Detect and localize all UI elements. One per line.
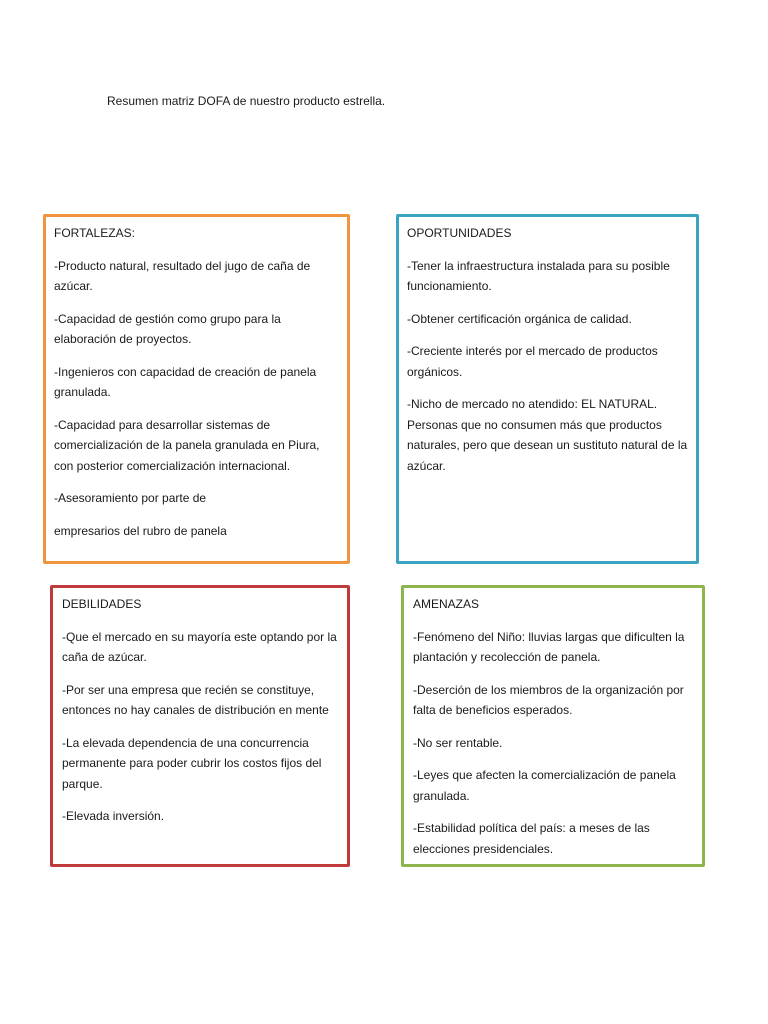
document-title: Resumen matriz DOFA de nuestro producto estrella. bbox=[107, 94, 386, 108]
fortalezas-item: -Producto natural, resultado del jugo de caña de azúcar. bbox=[54, 258, 311, 293]
fortalezas-box bbox=[43, 214, 350, 564]
debilidades-item: -Elevada inversión. bbox=[62, 809, 165, 823]
fortalezas-item: -Capacidad para desarrollar sistemas de comercialización de la panela granulada en Piura, con posterior comercialización internacional. bbox=[54, 417, 320, 473]
oportunidades-box bbox=[396, 214, 699, 564]
debilidades-item: -Que el mercado en su mayoría este optando por la caña de azúcar. bbox=[62, 629, 337, 664]
oportunidades-item: -Nicho de mercado no atendido: EL NATURAL. Personas que no consumen más que productos naturales, pero que desean un sustituto natural de la azúcar. bbox=[407, 397, 688, 473]
debilidades-box bbox=[50, 585, 350, 867]
oportunidades-item: -Creciente interés por el mercado de productos orgánicos. bbox=[407, 344, 658, 379]
debilidades-item: -La elevada dependencia de una concurrencia permanente para poder cubrir los costos fijos del parque. bbox=[62, 735, 322, 791]
oportunidades-item: -Obtener certificación orgánica de calidad. bbox=[407, 311, 632, 326]
oportunidades-item: -Tener la infraestructura instalada para su posible funcionamiento. bbox=[407, 258, 670, 293]
fortalezas-item: -Ingenieros con capacidad de creación de panela granulada. bbox=[54, 364, 317, 399]
fortalezas-heading: FORTALEZAS: bbox=[54, 226, 135, 240]
fortalezas-item: empresarios del rubro de panela bbox=[54, 523, 227, 538]
amenazas-heading: AMENAZAS bbox=[413, 597, 480, 611]
debilidades-heading: DEBILIDADES bbox=[62, 597, 142, 611]
amenazas-box bbox=[401, 585, 705, 867]
amenazas-item: -Fenómeno del Niño: lluvias largas que dificulten la plantación y recolección de panela. bbox=[413, 629, 685, 664]
fortalezas-item: -Asesoramiento por parte de bbox=[54, 491, 207, 505]
debilidades-item: -Por ser una empresa que recién se constituye, entonces no hay canales de distribución en mente bbox=[62, 682, 329, 717]
amenazas-item: -No ser rentable. bbox=[413, 735, 503, 750]
amenazas-item: -Estabilidad política del país: a meses de las elecciones presidenciales. bbox=[413, 821, 650, 856]
oportunidades-heading: OPORTUNIDADES bbox=[407, 226, 512, 240]
fortalezas-item: -Capacidad de gestión como grupo para la elaboración de proyectos. bbox=[54, 311, 281, 346]
amenazas-item: -Deserción de los miembros de la organización por falta de beneficios esperados. bbox=[413, 682, 684, 717]
amenazas-item: -Leyes que afecten la comercialización de panela granulada. bbox=[413, 768, 676, 803]
